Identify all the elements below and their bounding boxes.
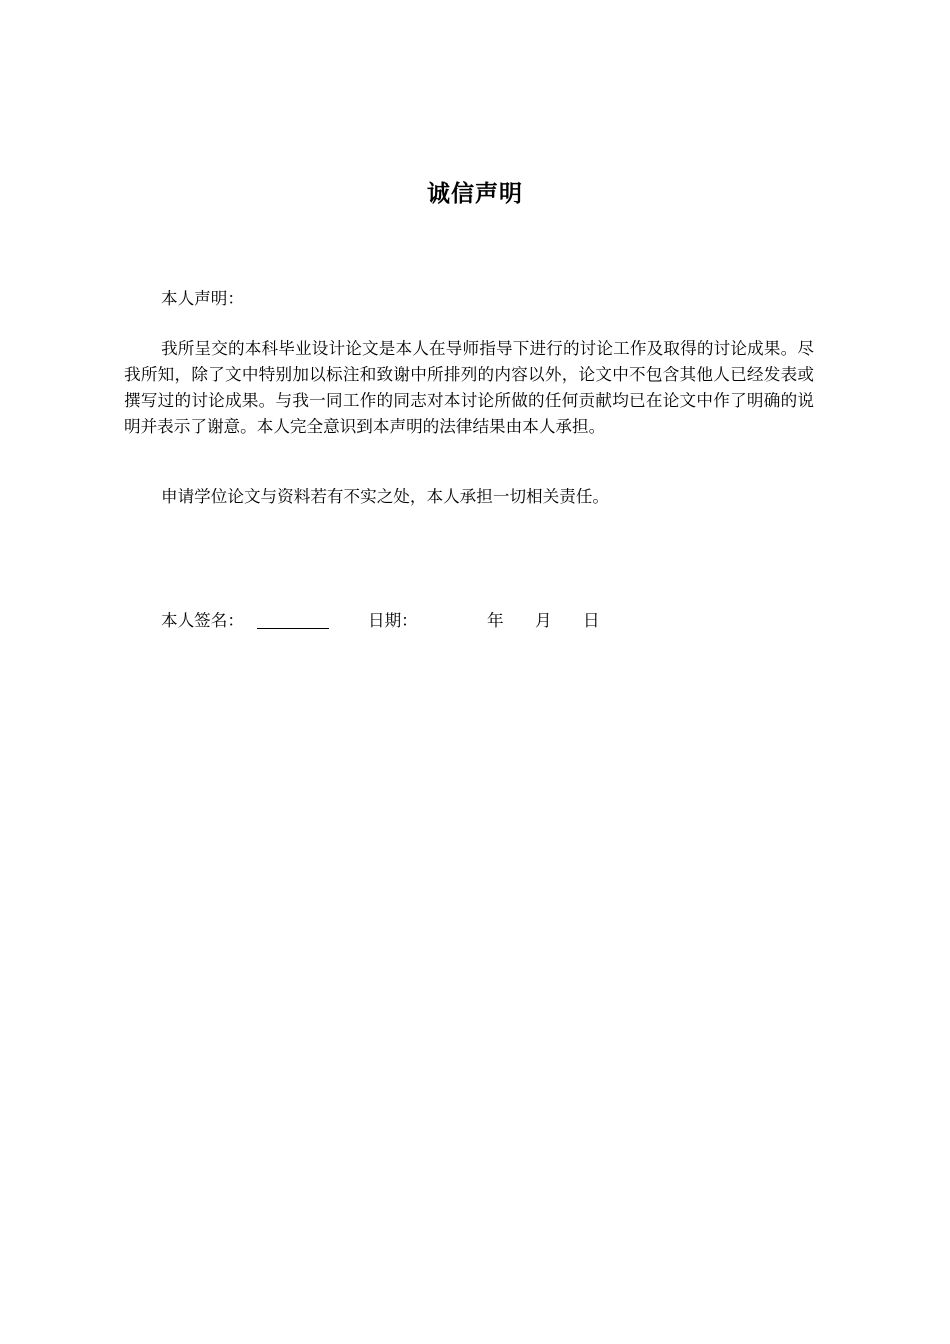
page-title: 诚信声明 [427, 181, 523, 207]
date-label: 日期： [368, 611, 418, 630]
responsibility-paragraph: 申请学位论文与资料若有不实之处，本人承担一切相关责任。 [161, 487, 610, 506]
month-label: 月 [535, 611, 552, 630]
day-label: 日 [583, 611, 600, 630]
year-label: 年 [487, 611, 504, 630]
declaration-paragraph: 我所呈交的本科毕业设计论文是本人在导师指导下进行的讨论工作及取得的讨论成果。尽我所知，除了文中特别加以标注和致谢中所排列的内容以外，论文中不包含其他人已经发表或撰写过的讨论成果。与我一同工作的同志对本讨论所做的任何贡献均已在论文中作了明确的说明并表示了谢意。本人完全意识到本声明的法律结果由本人承担。 [124, 339, 814, 436]
lead-text: 本人声明： [161, 289, 244, 308]
signature-label: 本人签名： [161, 611, 244, 630]
signature-line[interactable] [257, 628, 329, 629]
signature-row [161, 608, 761, 634]
